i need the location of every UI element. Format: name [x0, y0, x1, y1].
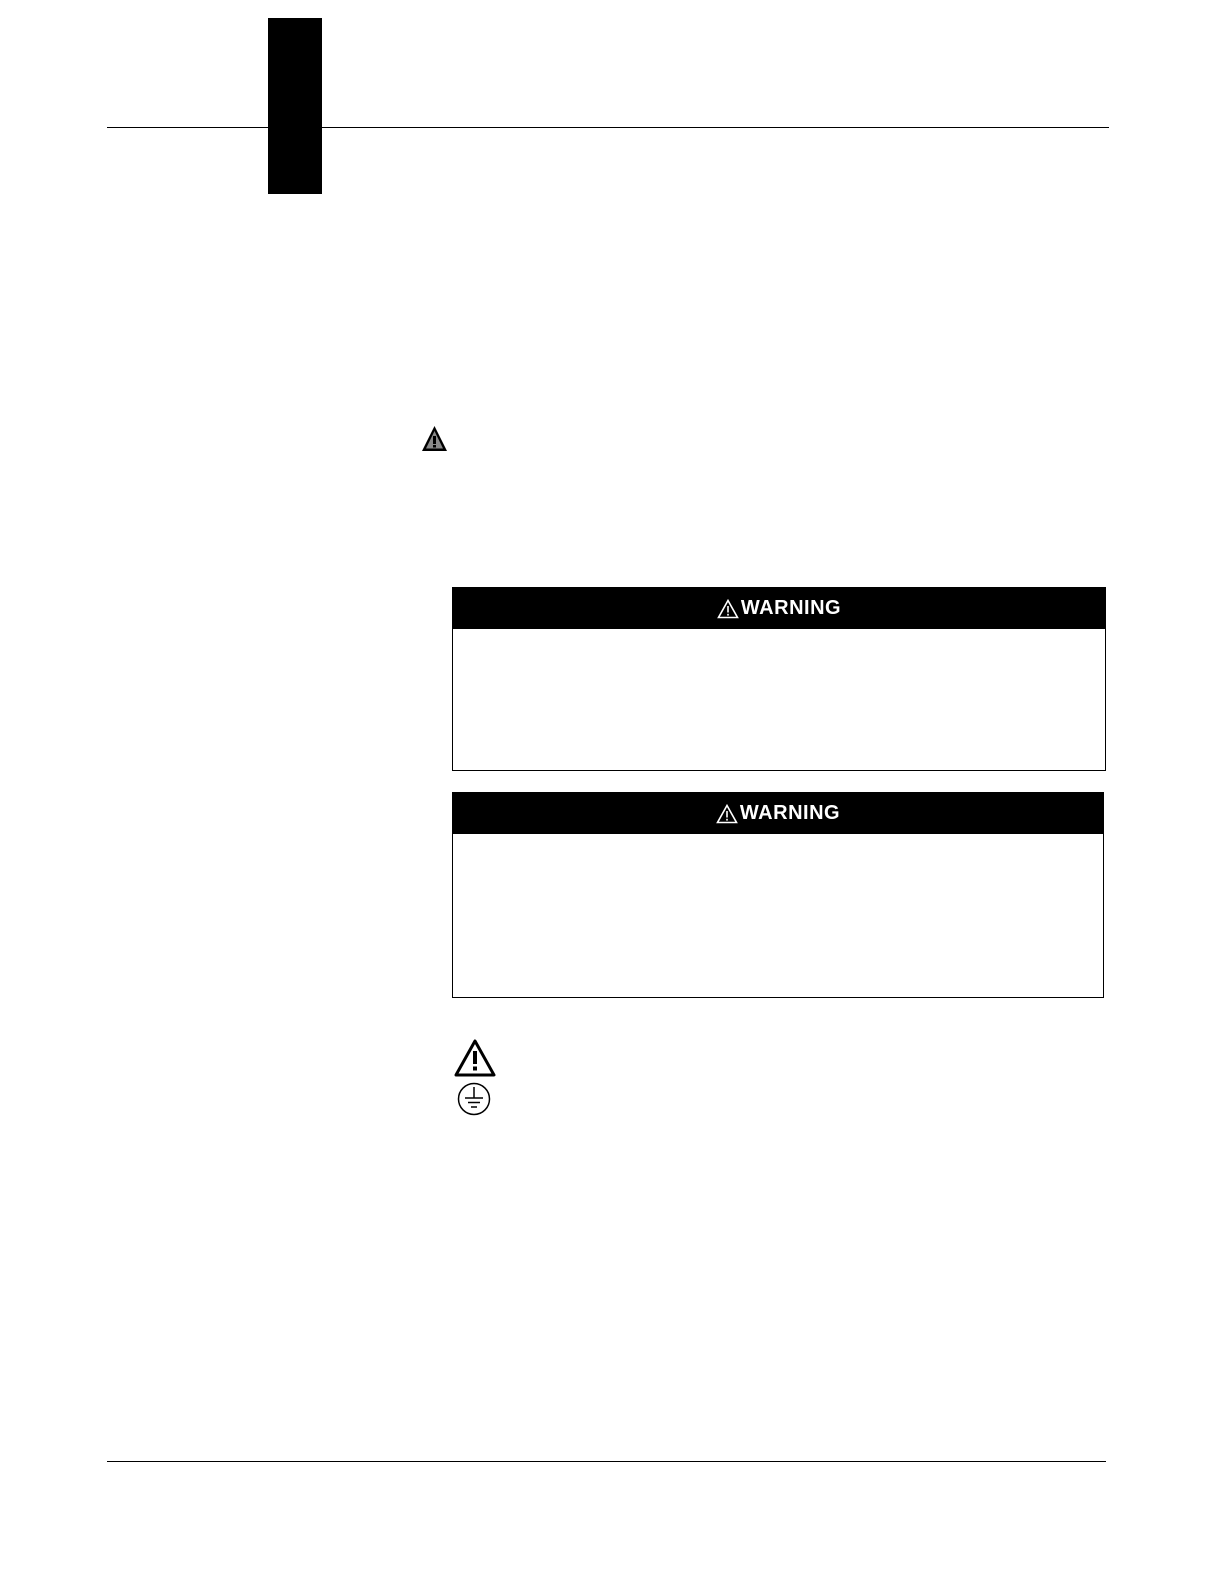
- warning-title: WARNING: [739, 802, 841, 824]
- protective-earth-ground-icon: [457, 1082, 491, 1116]
- warning-triangle-outline-icon: [717, 599, 739, 619]
- caution-triangle-icon: [454, 1039, 496, 1077]
- warning-box-2: [452, 792, 1104, 998]
- warning-header-1: [453, 588, 1105, 629]
- warning-triangle-outline-icon: [716, 804, 738, 824]
- warning-title: WARNING: [740, 597, 842, 619]
- warning-triangle-icon: [421, 425, 448, 453]
- header-rule: [107, 127, 1109, 128]
- warning-box-1: [452, 587, 1106, 771]
- chapter-tab: [268, 18, 322, 194]
- footer-rule: [107, 1461, 1106, 1462]
- warning-header-2: [453, 793, 1103, 834]
